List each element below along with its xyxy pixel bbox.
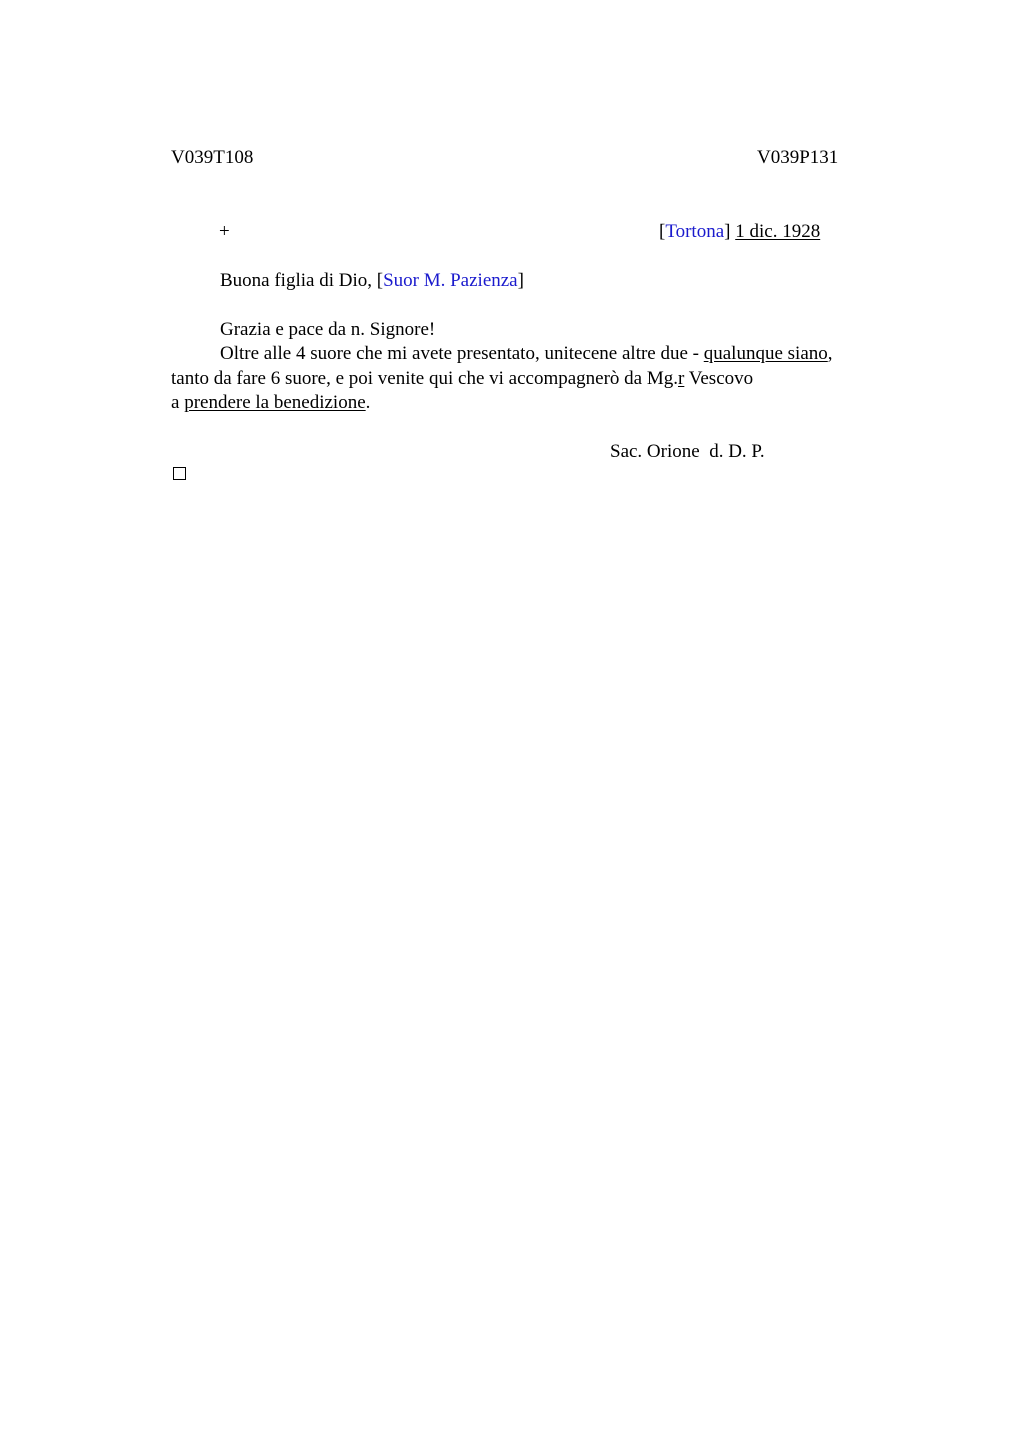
place-bracket-open: [ <box>659 221 666 242</box>
body-line-3-end: . <box>365 392 371 413</box>
end-box-icon <box>173 467 186 480</box>
place-date-line <box>659 220 820 244</box>
body-line-2 <box>171 367 753 391</box>
place-name: Tortona <box>665 221 725 242</box>
salutation-line <box>220 269 524 293</box>
document-code-left: V039T108 <box>171 147 254 168</box>
greeting-line: Grazia e pace da n. Signore! <box>220 319 436 340</box>
recipient-bracket-close: ] <box>517 270 524 291</box>
body-line-1-text: Oltre alle 4 suore che mi avete presentato, unitecene altre due - <box>220 343 704 364</box>
signature: Sac. Orione d. D. P. <box>610 441 765 462</box>
letter-date: 1 dic. 1928 <box>735 221 821 242</box>
body-line-3 <box>171 391 370 415</box>
cross-mark: + <box>219 221 230 242</box>
body-line-2-text: tanto da fare 6 suore, e poi venite qui che vi accompagnerò da Mg. <box>171 368 679 389</box>
body-line-3-text: a <box>171 392 185 413</box>
place-bracket-close: ] <box>724 221 731 242</box>
body-line-1-end: , <box>827 343 833 364</box>
body-line-1 <box>220 342 833 366</box>
body-line-3-underlined: prendere la benedizione <box>184 392 366 413</box>
salutation-text: Buona figlia di Dio, <box>220 270 377 291</box>
recipient-bracket-open: [ <box>376 270 384 291</box>
recipient-name: Suor M. Pazienza <box>383 270 518 291</box>
document-code-right: V039P131 <box>757 147 839 168</box>
body-line-2-end: Vescovo <box>684 368 754 389</box>
body-line-2-underlined: r <box>678 368 685 389</box>
body-line-1-underlined: qualunque siano <box>703 343 828 364</box>
